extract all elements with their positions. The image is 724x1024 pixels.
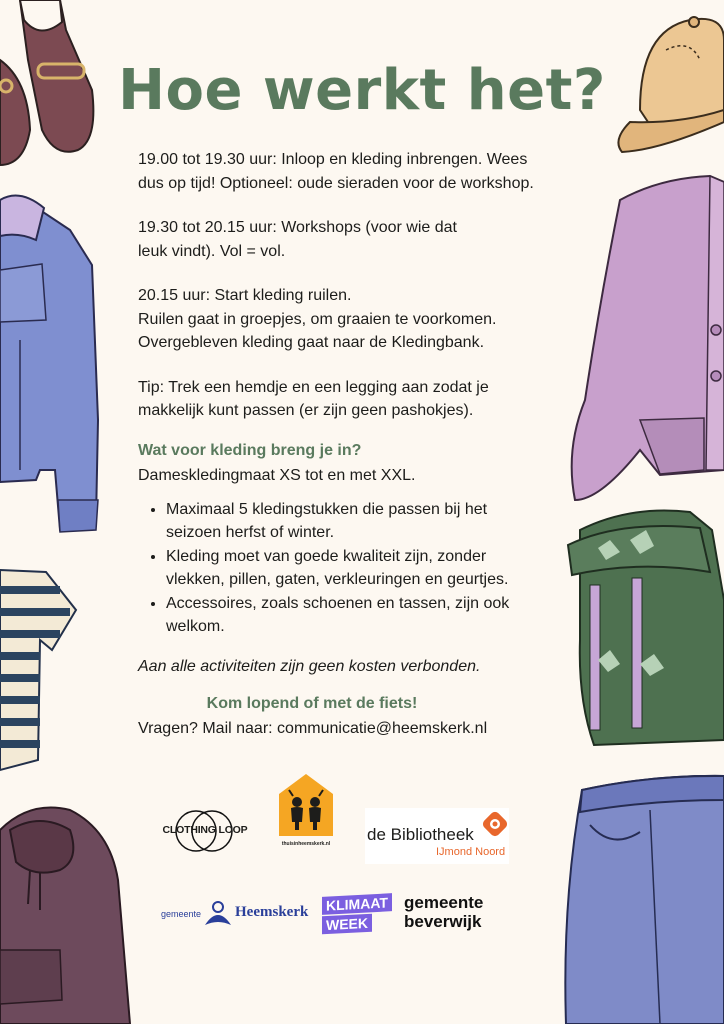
klimaat-line1: KLIMAAT	[322, 893, 392, 915]
clothing-loop-text: CLOTHING LOOP	[162, 824, 248, 836]
striped-shirt-illustration	[0, 570, 76, 770]
house-figures-icon	[277, 772, 335, 836]
clothing-question-heading: Wat voor kleding breng je in?	[138, 441, 362, 459]
contact-line: Vragen? Mail naar: communicatie@heemskerk.nl	[138, 719, 488, 737]
page-title: Hoe werkt het?	[118, 58, 606, 123]
heemskerk-big-text: Heemskerk	[235, 904, 309, 920]
bibliotheek-name: de Bibliotheek	[367, 825, 474, 844]
clothing-loop-logo	[158, 808, 250, 854]
list-item: • Maximaal 5 kledingstukken die passen bij het seizoen herfst of winter.	[166, 498, 538, 545]
backpack-illustration	[568, 510, 724, 745]
schedule-workshops: 19.30 tot 20.15 uur: Workshops (voor wie dat leuk vindt). Vol = vol.	[138, 219, 457, 260]
klimaatweek-logo	[322, 895, 386, 933]
bibliotheek-logo	[365, 808, 509, 864]
clothing-rules-list	[138, 498, 538, 639]
thuis-logo	[277, 772, 335, 847]
gemeente-beverwijk-logo	[404, 893, 504, 935]
free-note: Aan alle activiteiten zijn geen kosten verbonden.	[138, 657, 481, 675]
travel-note: Kom lopend of met de fiets!	[206, 695, 418, 712]
beverwijk-line1: gemeente	[404, 893, 484, 912]
schedule-ruilen: 20.15 uur: Start kleding ruilen. Ruilen gaat in groepjes, om graaien te voorkomen. Overgebleven kleding gaat naar de Kledingbank.	[138, 287, 497, 351]
heemskerk-crest-icon	[201, 897, 235, 931]
bibliotheek-region: IJmond Noord	[436, 846, 506, 858]
thuis-url: thuisinheemskerk.nl	[281, 841, 331, 847]
clothing-sizes: Dameskledingmaat XS tot en met XXL.	[138, 467, 416, 484]
tip-paragraph: Tip: Trek een hemdje en een legging aan zodat je makkelijk kunt passen (er zijn geen pashokjes).	[138, 378, 489, 419]
klimaat-line2: WEEK	[322, 914, 372, 935]
schedule-inloop: 19.00 tot 19.30 uur: Inloop en kleding inbrengen. Wees dus op tijd! Optioneel: oude sieraden voor de workshop.	[138, 151, 534, 192]
beverwijk-line2: beverwijk	[404, 912, 482, 931]
denim-jacket-illustration	[0, 196, 98, 533]
bibliotheek-diamond-icon	[481, 810, 509, 838]
heemskerk-small-text: gemeente	[161, 909, 202, 919]
list-item: • Kleding moet van goede kwaliteit zijn, zonder vlekken, pillen, gaten, verkleuringen en geurtjes.	[166, 545, 538, 592]
jeans-illustration	[565, 776, 724, 1024]
gemeente-heemskerk-logo	[161, 895, 309, 935]
list-item: • Accessoires, zoals schoenen en tassen, zijn ook welkom.	[166, 592, 538, 639]
cardigan-illustration	[572, 176, 724, 500]
hoodie-illustration	[0, 808, 130, 1024]
content-column	[138, 148, 538, 740]
